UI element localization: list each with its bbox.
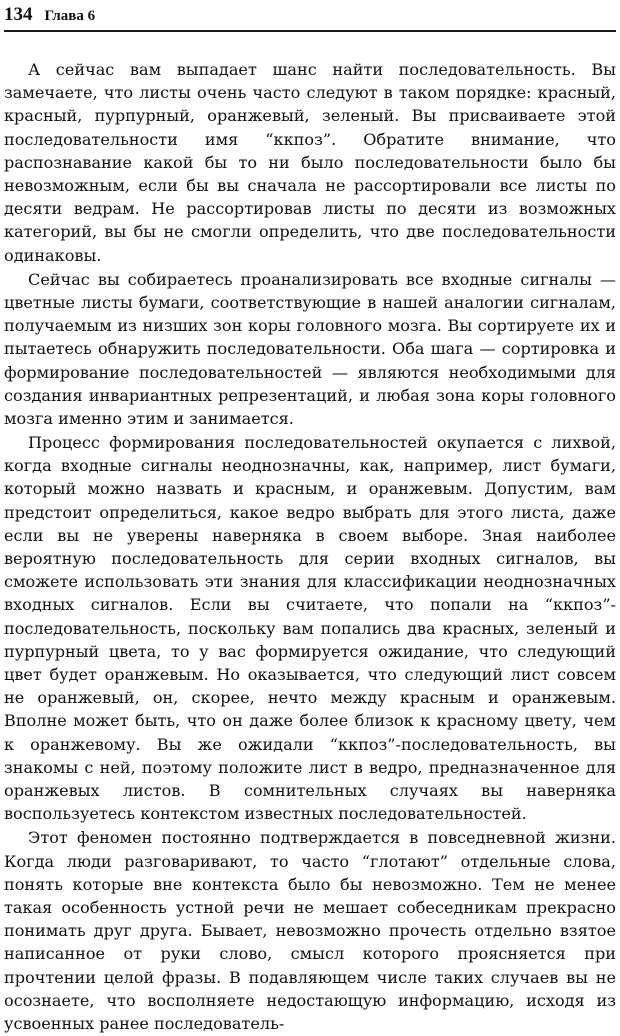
chapter-title: Глава 6: [44, 8, 96, 24]
page-number: 134: [4, 4, 33, 25]
paragraph: А сейчас вам выпадает шанс найти последовательность. Вы замечаете, что листы очень часто следуют в таком порядке: красный, красный, пурпурный, оранжевый, зеленый. Вы присваиваете этой последовательности имя “ккпоз”. Обратите внимание, что распознавание какой бы то ни было последовательности было бы невозможным, если бы вы сначала не рассортировали все листы по десяти ведрам. Не рассортировав листы по десяти из возможных категорий, вы бы не смогли определить, что две последовательности одинаковы.: [4, 60, 616, 265]
page-header: [4, 0, 616, 32]
page-body: [4, 58, 616, 1036]
paragraph: Этот феномен постоянно подтверждается в повседневной жизни. Когда люди разговаривают, то часто “глотают” отдельные слова, понять которые вне контекста было бы невозможно. Тем не менее такая особенность устной речи не мешает собеседникам прекрасно понимать друг друга. Бывает, невозможно прочесть отдельно взятое написанное от руки слово, смысл которого проясняется при прочтении целой фразы. В подавляющем числе таких случаев вы не осознаете, что восполняете недостающую информацию, исходя из усвоенных ранее последователь-: [4, 828, 616, 1033]
paragraph: Процесс формирования последовательностей окупается с лихвой, когда входные сигналы неоднозначны, как, например, лист бумаги, который можно назвать и красным, и оранжевым. Допустим, вам предстоит определиться, какое ведро выбрать для этого листа, даже если вы не уверены наверняка в своем выборе. Зная наиболее вероятную последовательность для серии входных сигналов, вы сможете использовать эти знания для классификации неоднозначных входных сигналов. Если вы считаете, что попали на “ккпоз”-последовательность, поскольку вам попались два красных, зеленый и пурпурный цвета, то у вас формируется ожидание, что следующий цвет будет оранжевым. Но оказывается, что следующий лист совсем не оранжевый, он, скорее, нечто между красным и оранжевым. Вполне может быть, что он даже более близок к красному цвету, чем к оранжевому. Вы же ожидали “ккпоз”-последовательность, вы знакомы с ней, поэтому положите лист в ведро, предназначенное для оранжевых листов. В сомнительных случаях вы наверняка воспользуетесь контекстом известных последовательностей.: [4, 433, 616, 824]
paragraph: Сейчас вы собираетесь проанализировать все входные сигналы — цветные листы бумаги, соответствующие в нашей аналогии сигналам, получаемым из низших зон коры головного мозга. Вы сортируете их и пытаетесь обнаружить последовательности. Оба шага — сортировка и формирование последовательностей — являются необходимыми для создания инвариантных репрезентаций, и любая зона коры головного мозга именно этим и занимается.: [4, 269, 616, 428]
